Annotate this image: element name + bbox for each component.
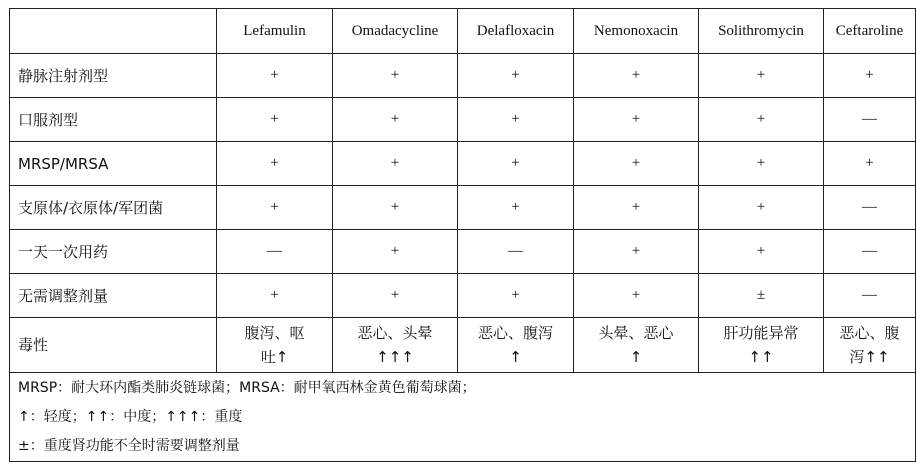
table-row [10, 230, 916, 274]
table-cell: + [574, 186, 699, 230]
row-label: 无需调整剂量 [10, 274, 217, 318]
toxicity-line: 恶心、头晕 [357, 324, 433, 342]
table-cell: + [699, 98, 824, 142]
table-cell: + [458, 98, 574, 142]
header-solithromycin: Solithromycin [699, 9, 824, 54]
table-row [10, 54, 916, 98]
table-cell: + [333, 186, 458, 230]
table-cell: + [333, 98, 458, 142]
table-cell: + [458, 274, 574, 318]
toxicity-line: 腹泻、呕 [244, 324, 305, 342]
toxicity-line: 泻↑↑ [849, 348, 890, 366]
table-cell: + [217, 142, 333, 186]
comparison-table-container [9, 8, 916, 462]
row-label: 静脉注射剂型 [10, 54, 217, 98]
table-cell: + [458, 54, 574, 98]
table-row [10, 186, 916, 230]
footnote-line: ±：重度肾功能不全时需要调整剂量 [18, 437, 240, 454]
toxicity-line: 肝功能异常 [723, 324, 799, 342]
row-label: 支原体/衣原体/军团菌 [10, 186, 217, 230]
header-ceftaroline: Ceftaroline [824, 9, 916, 54]
toxicity-cell [574, 318, 699, 373]
header-blank-cell [10, 9, 217, 54]
antibiotic-comparison-table [9, 8, 916, 462]
table-cell: + [699, 186, 824, 230]
toxicity-row [10, 318, 916, 373]
table-cell: + [217, 98, 333, 142]
header-delafloxacin: Delafloxacin [458, 9, 574, 54]
table-cell: — [458, 230, 574, 274]
header-omadacycline: Omadacycline [333, 9, 458, 54]
table-cell: + [333, 142, 458, 186]
footnote-line: ↑：轻度；↑↑：中度；↑↑↑：重度 [18, 408, 243, 425]
toxicity-cell [458, 318, 574, 373]
table-cell: — [824, 186, 916, 230]
toxicity-line: ↑ [509, 348, 522, 366]
toxicity-line: ↑↑ [748, 348, 774, 366]
toxicity-line: 恶心、腹 [839, 324, 900, 342]
header-nemonoxacin: Nemonoxacin [574, 9, 699, 54]
row-label: MRSP/MRSA [10, 142, 217, 186]
toxicity-line: ↑ [629, 348, 643, 366]
footnote-row [10, 373, 916, 462]
table-cell: — [824, 98, 916, 142]
table-cell: + [574, 274, 699, 318]
table-cell: + [333, 274, 458, 318]
footnote-cell [10, 373, 916, 462]
row-label: 毒性 [10, 318, 217, 373]
toxicity-cell [333, 318, 458, 373]
toxicity-cell [824, 318, 916, 373]
table-cell: + [574, 142, 699, 186]
row-label: 口服剂型 [10, 98, 217, 142]
header-row [10, 9, 916, 54]
table-cell: + [217, 186, 333, 230]
table-row [10, 274, 916, 318]
table-cell: + [458, 142, 574, 186]
table-cell: + [333, 54, 458, 98]
table-cell: + [824, 142, 916, 186]
toxicity-line: 恶心、腹泻 [477, 324, 553, 342]
footnote-line: MRSP：耐大环内酯类肺炎链球菌；MRSA：耐甲氧西林金黄色葡萄球菌； [18, 379, 476, 396]
table-cell: — [824, 274, 916, 318]
table-row [10, 142, 916, 186]
table-cell: + [824, 54, 916, 98]
table-cell: + [699, 230, 824, 274]
table-cell: + [217, 274, 333, 318]
table-row [10, 98, 916, 142]
toxicity-line: 头晕、恶心 [598, 324, 674, 342]
table-cell: + [699, 142, 824, 186]
table-cell: + [574, 98, 699, 142]
table-cell: + [458, 186, 574, 230]
toxicity-line: 吐↑ [260, 348, 289, 366]
header-lefamulin: Lefamulin [217, 9, 333, 54]
row-label: 一天一次用药 [10, 230, 217, 274]
table-cell: — [217, 230, 333, 274]
table-cell: + [699, 54, 824, 98]
table-cell: — [824, 230, 916, 274]
table-cell: ± [699, 274, 824, 318]
table-cell: + [333, 230, 458, 274]
toxicity-line: ↑↑↑ [376, 348, 414, 366]
toxicity-cell [699, 318, 824, 373]
table-cell: + [574, 54, 699, 98]
table-cell: + [574, 230, 699, 274]
toxicity-cell [217, 318, 333, 373]
table-cell: + [217, 54, 333, 98]
